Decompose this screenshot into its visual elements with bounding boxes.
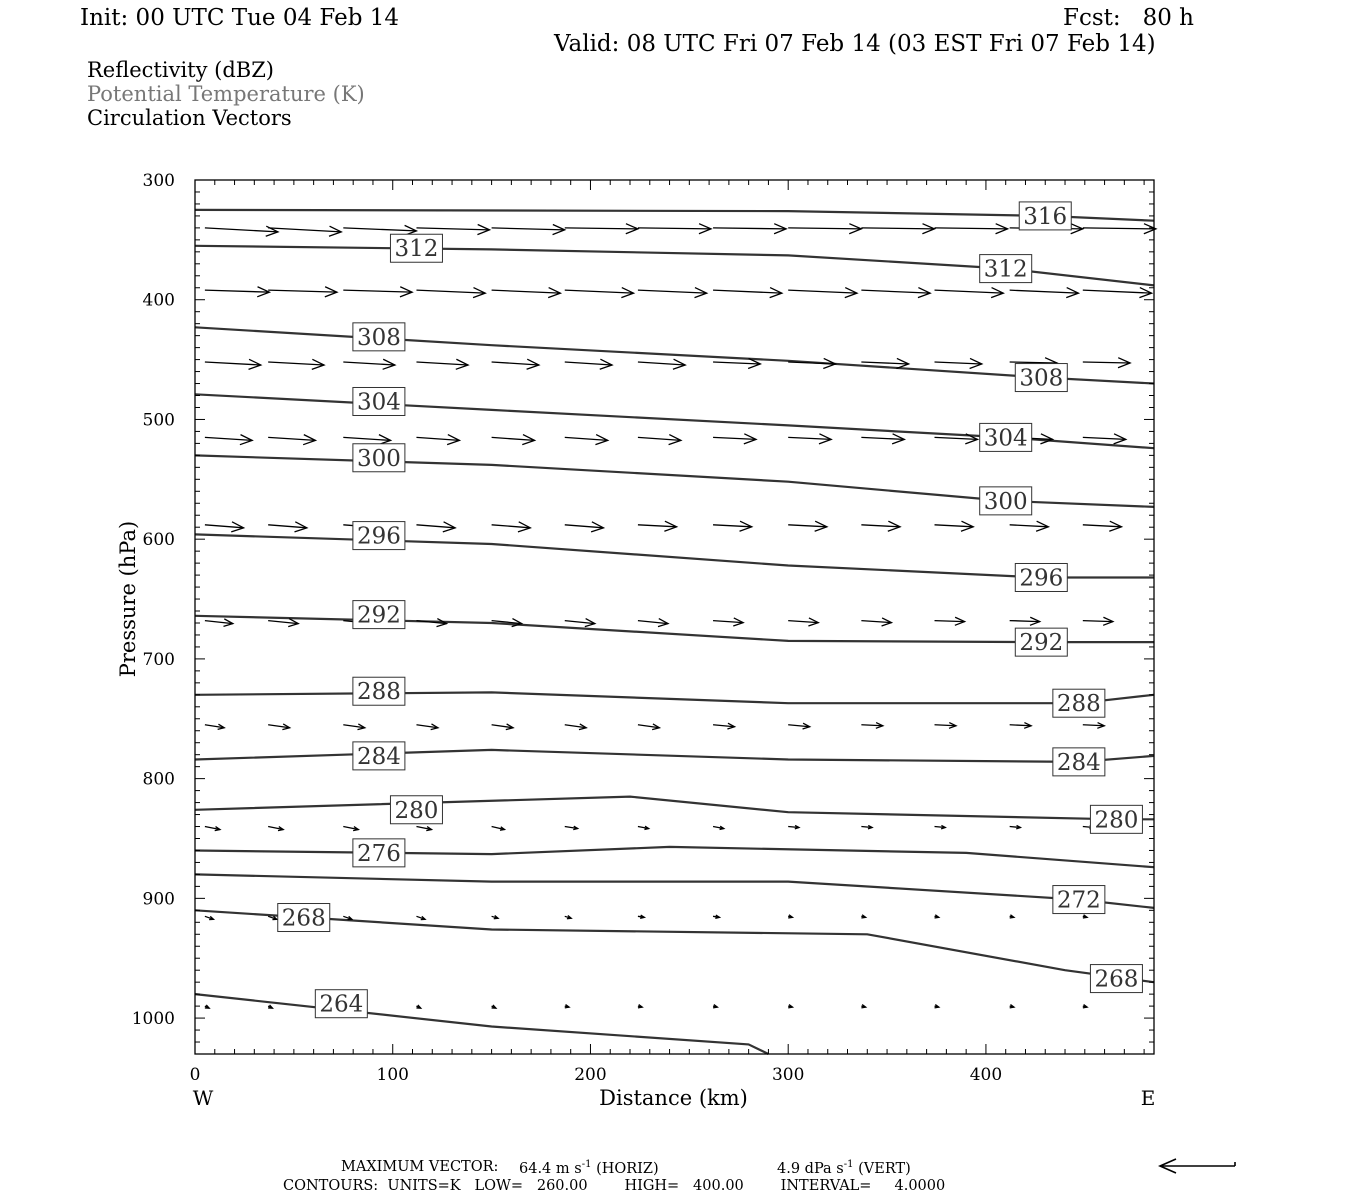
contour-line-280: [195, 797, 1154, 820]
wind-vector: [1083, 434, 1126, 444]
contour-line-316: [195, 210, 1154, 221]
wind-vector: [205, 619, 233, 627]
wind-vector: [788, 825, 799, 828]
wind-vector: [205, 724, 224, 729]
x-tick-label: 0: [189, 1065, 201, 1085]
max-vector-vert: 4.9 dPa $s^{-1}$ (VERT): [777, 1159, 911, 1177]
wind-vector: [205, 522, 244, 532]
wind-vector: [268, 619, 298, 627]
contour-label-280: [1090, 805, 1142, 833]
wind-vector: [638, 359, 685, 369]
wind-vector: [268, 522, 307, 532]
wind-vector: [1083, 224, 1156, 234]
wind-vector: [205, 827, 220, 831]
wind-vector: [416, 916, 425, 919]
wind-vector: [565, 522, 604, 532]
contour-line-284: [195, 750, 1154, 762]
wind-vector: [638, 915, 644, 918]
wind-vector: [713, 224, 786, 234]
wind-vector: [935, 1005, 939, 1008]
wind-vector: [268, 1005, 272, 1008]
wind-vector: [343, 724, 365, 730]
wind-vector: [205, 1005, 209, 1008]
contour-label-276: [353, 839, 405, 867]
reference-arrow-layer: [1160, 1159, 1235, 1173]
wind-vector: [268, 916, 277, 919]
wind-vector: [268, 226, 341, 236]
plot-frame: [195, 180, 1154, 1054]
wind-vector: [713, 288, 782, 298]
wind-vector: [935, 825, 946, 828]
wind-vector: [343, 827, 358, 831]
contour-label-312: [980, 255, 1032, 283]
wind-vector: [788, 723, 810, 729]
wind-vector: [268, 287, 337, 297]
wind-vector: [492, 435, 535, 445]
y-tick-label: 500: [142, 410, 175, 431]
contour-label-280: [390, 796, 442, 824]
wind-vector: [416, 288, 485, 298]
svg-text:284: 284: [356, 743, 401, 770]
wind-vector: [1010, 915, 1014, 918]
wind-vector: [713, 915, 719, 918]
svg-text:296: 296: [1019, 565, 1064, 592]
contour-label-300: [353, 444, 405, 472]
wind-vector: [788, 618, 818, 626]
wind-vector: [565, 826, 578, 829]
wind-vector: [713, 1005, 717, 1008]
svg-text:264: 264: [319, 991, 364, 1018]
wind-vector: [638, 619, 668, 627]
contour-label-288: [1053, 689, 1105, 717]
wind-vector: [788, 915, 792, 918]
contour-label-296: [353, 522, 405, 550]
contour-label-292: [1015, 628, 1067, 656]
wind-vector: [416, 359, 468, 369]
wind-vector: [638, 521, 677, 531]
y-tick-label: 700: [142, 649, 175, 670]
wind-vector: [861, 825, 872, 828]
svg-text:316: 316: [1023, 203, 1068, 230]
init-time: Init: 00 UTC Tue 04 Feb 14: [80, 5, 400, 31]
wind-vector: [935, 224, 1008, 234]
wind-vector: [416, 225, 489, 235]
wind-vector: [935, 723, 957, 729]
contour-label-300: [980, 487, 1032, 515]
wind-vector: [935, 288, 1004, 298]
x-tick-label: 100: [376, 1065, 409, 1085]
svg-text:292: 292: [1019, 630, 1064, 657]
contour-label-312: [390, 234, 442, 262]
x-tick-label: 200: [574, 1065, 607, 1085]
wind-vector: [861, 224, 934, 234]
contour-line-264: [195, 991, 768, 1054]
svg-text:304: 304: [356, 389, 401, 416]
wind-vector: [935, 617, 965, 625]
wind-vector: [1083, 288, 1152, 298]
wind-vector: [343, 359, 395, 369]
contour-line-288: [195, 692, 1154, 703]
wind-vector: [416, 1005, 420, 1008]
wind-vector: [861, 723, 883, 729]
contour-label-284: [353, 742, 405, 770]
wind-vector: [205, 435, 252, 445]
east-label: E: [1140, 1086, 1156, 1110]
wind-vector: [861, 521, 900, 531]
wind-vector: [713, 358, 760, 368]
contour-line-272: [195, 874, 1154, 908]
svg-text:280: 280: [1094, 807, 1139, 834]
wind-vector: [268, 724, 290, 730]
reference-vector-arrow: [1160, 1159, 1235, 1173]
wind-vector: [416, 435, 459, 445]
legend-potential-temperature: Potential Temperature (K): [87, 82, 365, 106]
contour-line-308: [195, 324, 1154, 383]
wind-vector: [788, 434, 831, 444]
wind-vector: [1010, 288, 1079, 298]
wind-vector: [638, 288, 707, 298]
wind-vector: [205, 359, 261, 369]
svg-text:312: 312: [983, 256, 1028, 283]
vector-layer: [205, 224, 1156, 1008]
wind-vector: [713, 434, 756, 444]
wind-vector: [565, 916, 571, 919]
y-tick-label: 400: [142, 290, 175, 311]
wind-vector: [416, 724, 438, 730]
y-tick-label: 800: [142, 769, 175, 790]
legend-reflectivity: Reflectivity (dBZ): [87, 58, 275, 82]
wind-vector: [492, 916, 498, 919]
wind-vector: [565, 288, 634, 298]
contour-info: CONTOURS: UNITS=K LOW= 260.00 HIGH= 400.00 INTERVAL= 4.0000: [283, 1178, 946, 1194]
wind-vector: [492, 522, 531, 532]
wind-vector: [1010, 723, 1032, 729]
contour-label-288: [353, 677, 405, 705]
wind-vector: [1010, 521, 1049, 531]
y-tick-label: 300: [142, 171, 175, 191]
wind-vector: [638, 724, 660, 730]
wind-vector: [268, 827, 283, 831]
contour-label-316: [1019, 202, 1071, 230]
contour-label-304: [980, 423, 1032, 451]
west-label: W: [192, 1086, 214, 1110]
legend-circulation-vectors: Circulation Vectors: [87, 106, 292, 130]
contour-label-268: [278, 904, 330, 932]
svg-text:272: 272: [1056, 887, 1101, 914]
x-axis-title: Distance (km): [599, 1086, 748, 1110]
wind-vector: [713, 826, 724, 829]
y-tick-label: 600: [142, 530, 175, 551]
wind-vector: [492, 827, 505, 831]
svg-text:300: 300: [983, 488, 1028, 515]
x-tick-label: 400: [969, 1065, 1003, 1085]
wind-vector: [1010, 825, 1021, 828]
contour-layer: [195, 210, 1154, 1054]
svg-text:300: 300: [356, 445, 401, 472]
wind-vector: [861, 288, 930, 298]
contour-label-284: [1053, 748, 1105, 776]
wind-vector: [713, 521, 752, 531]
svg-text:308: 308: [356, 324, 401, 351]
wind-vector: [788, 224, 861, 234]
svg-text:268: 268: [1094, 966, 1139, 993]
wind-vector: [638, 435, 681, 445]
wind-vector: [565, 435, 608, 445]
wind-vector: [861, 434, 904, 444]
contour-label-304: [353, 387, 405, 415]
wind-vector: [1083, 521, 1122, 531]
wind-vector: [638, 826, 649, 829]
wind-vector: [1083, 723, 1105, 729]
svg-text:292: 292: [356, 602, 401, 629]
svg-text:288: 288: [1056, 691, 1101, 718]
wind-vector: [492, 225, 565, 235]
wind-vector: [343, 287, 412, 297]
wind-vector: [205, 287, 270, 297]
wind-vector: [492, 1005, 496, 1008]
wind-vector: [416, 522, 455, 532]
wind-vector: [861, 1005, 865, 1008]
max-vector-horiz: 64.4 m $s^{-1}$ (HORIZ): [519, 1159, 659, 1177]
wind-vector: [565, 1005, 569, 1008]
wind-vector: [492, 359, 539, 369]
svg-text:288: 288: [356, 679, 401, 706]
wind-vector: [565, 224, 638, 234]
wind-vector: [268, 359, 324, 369]
wind-vector: [788, 1005, 792, 1008]
wind-vector: [416, 827, 431, 831]
svg-text:280: 280: [394, 797, 439, 824]
svg-text:304: 304: [983, 425, 1028, 452]
wind-vector: [416, 619, 446, 627]
y-tick-label: 1000: [131, 1009, 175, 1030]
contour-label-264: [315, 990, 367, 1018]
contour-label-296: [1015, 563, 1067, 591]
valid-time: Valid: 08 UTC Fri 07 Feb 14 (03 EST Fri 07 Feb 14): [554, 31, 1156, 57]
svg-text:268: 268: [281, 905, 326, 932]
wind-vector: [638, 224, 711, 234]
wind-vector: [638, 1005, 642, 1008]
wind-vector: [713, 618, 743, 626]
wind-vector: [1010, 1005, 1014, 1008]
wind-vector: [935, 521, 974, 531]
wind-vector: [565, 619, 595, 627]
contour-line-268: [195, 910, 1154, 982]
wind-vector: [861, 618, 891, 626]
wind-vector: [343, 435, 390, 445]
wind-vector: [861, 915, 865, 918]
wind-vector: [205, 916, 214, 919]
contour-line-292: [195, 616, 1154, 642]
wind-vector: [565, 724, 587, 730]
axes-layer: [116, 171, 1155, 1110]
x-tick-label: 300: [771, 1065, 805, 1085]
wind-vector: [935, 915, 939, 918]
contour-label-292: [353, 601, 405, 629]
svg-text:276: 276: [356, 840, 401, 867]
y-tick-label: 900: [142, 889, 175, 910]
wind-vector: [565, 359, 612, 369]
contour-label-272: [1053, 886, 1105, 914]
svg-text:308: 308: [1019, 365, 1064, 392]
contour-line-296: [195, 534, 1154, 577]
wind-vector: [1083, 1005, 1087, 1008]
wind-vector: [935, 358, 982, 368]
wind-vector: [1083, 358, 1130, 368]
contour-label-308: [1015, 364, 1067, 392]
wind-vector: [205, 226, 278, 236]
wind-vector: [788, 358, 835, 368]
wind-vector: [492, 724, 514, 730]
wind-vector: [268, 435, 315, 445]
contour-label-308: [353, 323, 405, 351]
wind-vector: [1010, 617, 1040, 625]
wind-vector: [788, 521, 827, 531]
wind-vector: [1083, 915, 1087, 918]
svg-text:312: 312: [394, 236, 439, 263]
y-axis-title: Pressure (hPa): [116, 520, 140, 678]
svg-text:296: 296: [356, 523, 401, 550]
max-vector-label: MAXIMUM VECTOR:: [341, 1159, 499, 1175]
wind-vector: [492, 288, 561, 298]
wind-vector: [713, 723, 735, 729]
contour-line-276: [195, 847, 1154, 867]
forecast-hour: Fcst: 80 h: [1063, 5, 1194, 31]
wind-vector: [1083, 617, 1113, 625]
wind-vector: [788, 288, 857, 298]
svg-text:284: 284: [1056, 749, 1101, 776]
contour-label-268: [1090, 965, 1142, 993]
